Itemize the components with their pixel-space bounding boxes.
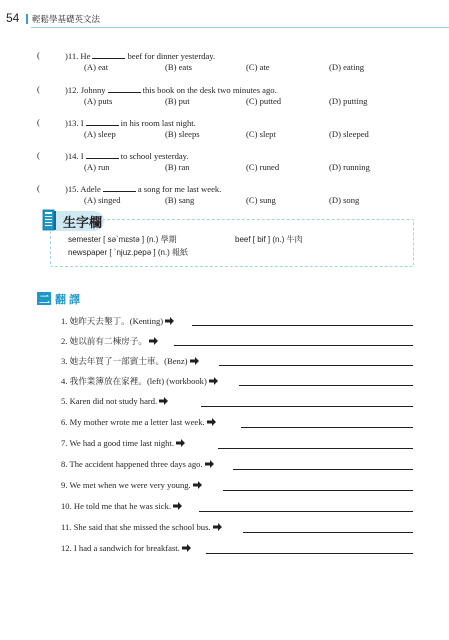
translation-item-11 bbox=[61, 522, 413, 534]
section-number-badge bbox=[37, 292, 51, 305]
page-header bbox=[0, 0, 449, 34]
option-c: (C) sung bbox=[246, 195, 276, 205]
answer-line[interactable] bbox=[233, 469, 413, 470]
translation-prompt: 10. He told me that he was sick. bbox=[61, 501, 184, 511]
translation-item-8 bbox=[61, 459, 413, 471]
translation-item-12 bbox=[61, 543, 413, 555]
book-icon bbox=[42, 209, 58, 233]
vocab-entry-semester: semester [ sə`mɛstə ] (n.) 學期 bbox=[68, 235, 177, 244]
answer-line[interactable] bbox=[199, 511, 413, 512]
answer-paren: ( bbox=[37, 117, 40, 127]
header-rule bbox=[31, 27, 449, 28]
option-c: (C) slept bbox=[246, 129, 276, 139]
option-b: (B) ran bbox=[165, 162, 190, 172]
section-number: 二 bbox=[39, 293, 50, 306]
answer-line[interactable] bbox=[241, 427, 413, 428]
translation-prompt: 12. I had a sandwich for breakfast. bbox=[61, 543, 193, 553]
options bbox=[84, 62, 434, 73]
answer-line[interactable] bbox=[174, 345, 413, 346]
answer-paren: ( bbox=[37, 84, 40, 94]
options bbox=[84, 195, 434, 206]
translation-item-4 bbox=[61, 375, 413, 387]
option-a: (A) sleep bbox=[84, 129, 116, 139]
option-d: (D) putting bbox=[329, 96, 368, 106]
option-d: (D) running bbox=[329, 162, 370, 172]
answer-line[interactable] bbox=[219, 365, 413, 366]
answer-blank bbox=[103, 183, 136, 192]
answer-line[interactable] bbox=[192, 325, 413, 326]
answer-line[interactable] bbox=[218, 448, 413, 449]
option-b: (B) put bbox=[165, 96, 190, 106]
answer-blank bbox=[108, 84, 141, 93]
section-title: 翻譯 bbox=[55, 293, 83, 306]
option-c: (C) ate bbox=[246, 62, 270, 72]
option-c: (C) putted bbox=[246, 96, 282, 106]
option-d: (D) eating bbox=[329, 62, 365, 72]
arrow-right-icon bbox=[190, 357, 199, 365]
arrow-right-icon bbox=[159, 397, 168, 405]
option-a: (A) puts bbox=[84, 96, 113, 106]
translation-prompt: 8. The accident happened three days ago. bbox=[61, 459, 216, 469]
translation-prompt: 2. 她以前有二棟房子。 bbox=[61, 335, 160, 347]
option-a: (A) eat bbox=[84, 62, 109, 72]
question-stem: )11. He beef for dinner yesterday. bbox=[65, 51, 216, 61]
answer-line[interactable] bbox=[243, 532, 413, 533]
translation-item-7 bbox=[61, 438, 413, 450]
translation-item-5 bbox=[61, 396, 413, 408]
arrow-right-icon bbox=[165, 317, 174, 325]
arrow-right-icon bbox=[209, 377, 218, 385]
translation-item-2 bbox=[61, 335, 413, 347]
arrow-right-icon bbox=[173, 502, 182, 510]
arrow-right-icon bbox=[182, 544, 191, 552]
translation-item-10 bbox=[61, 501, 413, 513]
translation-item-1 bbox=[61, 315, 413, 327]
options bbox=[84, 129, 434, 140]
answer-paren: ( bbox=[37, 50, 40, 60]
translation-item-9 bbox=[61, 480, 413, 492]
translation-item-3 bbox=[61, 355, 413, 367]
answer-blank bbox=[86, 150, 119, 159]
vocabulary-box bbox=[42, 209, 414, 266]
options bbox=[84, 96, 434, 107]
translation-prompt: 6. My mother wrote me a letter last week. bbox=[61, 417, 218, 427]
arrow-right-icon bbox=[205, 460, 214, 468]
translation-prompt: 4. 我作業簿放在家裡。(left) (workbook) bbox=[61, 375, 220, 387]
arrow-right-icon bbox=[176, 439, 185, 447]
page-number: 54 bbox=[6, 11, 20, 25]
vocab-entry-newspaper: newspaper [ `njuz.pepə ] (n.) 報紙 bbox=[68, 248, 189, 257]
options bbox=[84, 162, 434, 173]
option-a: (A) run bbox=[84, 162, 110, 172]
book-title: 輕鬆學基礎英文法 bbox=[32, 15, 101, 25]
vocabulary-label bbox=[56, 211, 104, 231]
option-b: (B) eats bbox=[165, 62, 192, 72]
arrow-right-icon bbox=[193, 481, 202, 489]
answer-line[interactable] bbox=[223, 490, 413, 491]
translation-prompt: 7. We had a good time last night. bbox=[61, 438, 187, 448]
answer-line[interactable] bbox=[206, 553, 413, 554]
answer-blank bbox=[92, 50, 125, 59]
answer-paren: ( bbox=[37, 150, 40, 160]
question-stem: )12. Johnny this book on the desk two minutes ago. bbox=[65, 85, 277, 95]
translation-prompt: 3. 她去年買了一部賓士車。(Benz) bbox=[61, 355, 201, 367]
vocab-entry-beef: beef [ bif ] (n.) 牛肉 bbox=[235, 235, 303, 244]
option-b: (B) sang bbox=[165, 195, 195, 205]
answer-blank bbox=[86, 117, 119, 126]
arrow-right-icon bbox=[207, 418, 216, 426]
option-d: (D) song bbox=[329, 195, 360, 205]
translation-prompt: 5. Karen did not study hard. bbox=[61, 396, 170, 406]
translation-item-6 bbox=[61, 417, 413, 429]
arrow-right-icon bbox=[213, 523, 222, 531]
answer-line[interactable] bbox=[239, 385, 413, 386]
translation-prompt: 11. She said that she missed the school bus. bbox=[61, 522, 224, 532]
option-c: (C) runed bbox=[246, 162, 280, 172]
option-b: (B) sleeps bbox=[165, 129, 200, 139]
translation-prompt: 9. We met when we were very young. bbox=[61, 480, 204, 490]
arrow-right-icon bbox=[149, 337, 158, 345]
answer-line[interactable] bbox=[201, 406, 413, 407]
vocabulary-title: 生字欄 bbox=[63, 216, 103, 231]
question-stem: )13. I in his room last night. bbox=[65, 118, 196, 128]
header-divider bbox=[26, 14, 28, 24]
translation-prompt: 1. 她昨天去墾丁。(Kenting) bbox=[61, 315, 176, 327]
question-stem: )14. I to school yesterday. bbox=[65, 151, 189, 161]
answer-paren: ( bbox=[37, 183, 40, 193]
question-stem: )15. Adele a song for me last week. bbox=[65, 184, 222, 194]
option-d: (D) sleeped bbox=[329, 129, 369, 139]
option-a: (A) singed bbox=[84, 195, 121, 205]
